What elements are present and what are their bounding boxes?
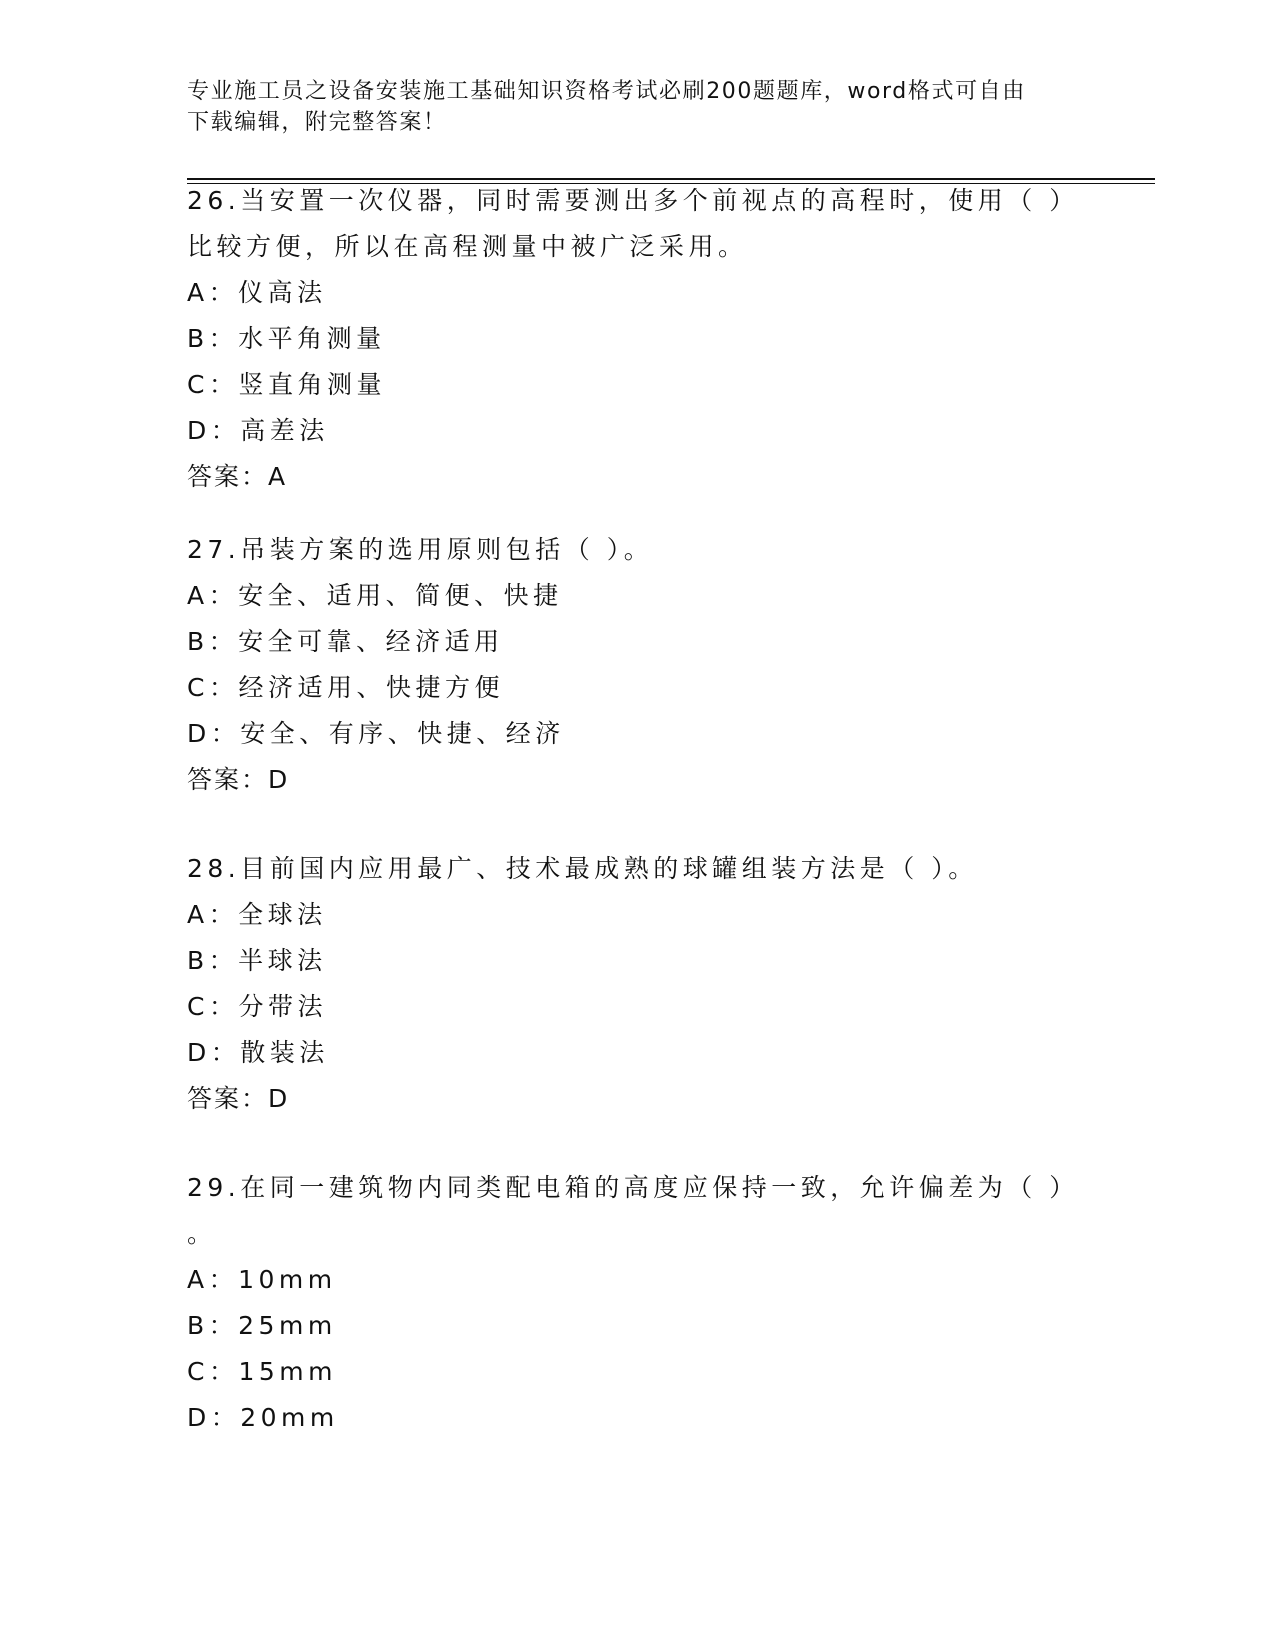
header-line-1: 专业施工员之设备安装施工基础知识资格考试必刷200题题库，word格式可自由 xyxy=(187,79,1026,104)
option-b: B：安全可靠、经济适用 xyxy=(187,627,504,656)
option-d: D：散装法 xyxy=(187,1038,329,1067)
option-d: D：高差法 xyxy=(187,416,329,445)
option-c: C：15mm xyxy=(187,1357,337,1386)
question-29 xyxy=(187,1165,1079,1441)
answer: 答案：D xyxy=(187,1084,290,1113)
question-28 xyxy=(187,846,1067,1122)
question-stem: 29.在同一建筑物内同类配电箱的高度应保持一致，允许偏差为（ ） xyxy=(187,1173,1079,1202)
question-stem: 28.目前国内应用最广、技术最成熟的球罐组装方法是（ ）。 xyxy=(187,854,978,883)
option-a: A：10mm xyxy=(187,1265,337,1294)
option-c: C：分带法 xyxy=(187,992,327,1021)
question-stem: 27.吊装方案的选用原则包括（ ）。 xyxy=(187,535,654,564)
option-c: C：竖直角测量 xyxy=(187,370,386,399)
question-26 xyxy=(187,178,1079,500)
option-d: D：安全、有序、快捷、经济 xyxy=(187,719,565,748)
option-b: B：半球法 xyxy=(187,946,327,975)
option-a: A：全球法 xyxy=(187,900,327,929)
option-b: B：水平角测量 xyxy=(187,324,386,353)
option-b: B：25mm xyxy=(187,1311,337,1340)
header-line-2: 下载编辑，附完整答案！ xyxy=(187,110,447,135)
option-a: A：安全、适用、简便、快捷 xyxy=(187,581,563,610)
document-header xyxy=(187,76,1067,138)
answer: 答案：A xyxy=(187,462,288,491)
question-stem-continued: 比较方便，所以在高程测量中被广泛采用。 xyxy=(187,232,748,261)
option-d: D：20mm xyxy=(187,1403,339,1432)
question-27 xyxy=(187,527,1067,803)
answer: 答案：D xyxy=(187,765,290,794)
option-c: C：经济适用、快捷方便 xyxy=(187,673,504,702)
question-stem: 26.当安置一次仪器，同时需要测出多个前视点的高程时，使用（ ） xyxy=(187,186,1079,215)
question-stem-continued: 。 xyxy=(187,1219,217,1248)
option-a: A：仪高法 xyxy=(187,278,327,307)
